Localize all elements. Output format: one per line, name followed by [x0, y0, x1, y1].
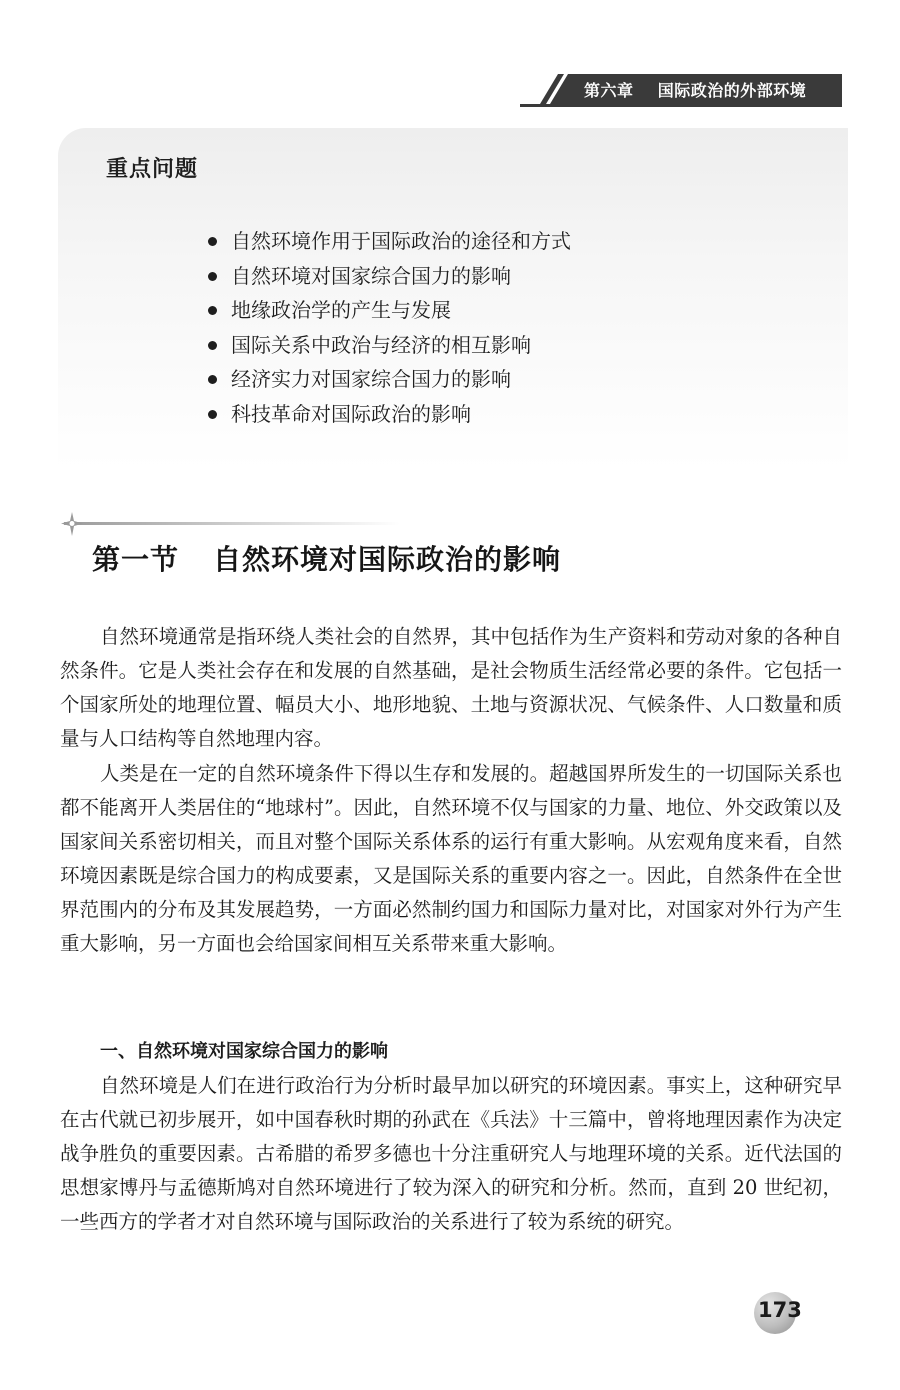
section-number: 第一节: [92, 543, 180, 576]
header-rule: [520, 104, 842, 107]
key-question-item: 国际关系中政治与经济的相互影响: [206, 328, 571, 363]
key-question-item: 科技革命对国际政治的影响: [206, 397, 571, 432]
key-questions-title: 重点问题: [106, 157, 199, 182]
body-paragraph: 人类是在一定的自然环境条件下得以生存和发展的。超越国界所发生的一切国际关系也都不能离开人类居住的“地球村”。因此，自然环境不仅与国家的力量、地位、外交政策以及国家间关系密切相关，而且对整个国际关系体系的运行有重大影响。从宏观角度来看，自然环境因素既是综合国力的构成要素，又是国际关系的重要内容之一。因此，自然条件在全世界范围内的分布及其发展趋势，一方面必然制约国力和国际力量对比，对国家对外行为产生重大影响，另一方面也会给国家间相互关系带来重大影响。: [60, 762, 842, 955]
key-question-item: 经济实力对国家综合国力的影响: [206, 362, 571, 397]
key-questions-list: [206, 224, 571, 431]
section-heading: [92, 538, 561, 578]
chapter-label: 第六章: [584, 81, 634, 100]
bullet-icon: [208, 237, 217, 246]
bullet-icon: [208, 341, 217, 350]
chapter-header: [584, 78, 806, 101]
subsection-heading: 一、自然环境对国家综合国力的影响: [100, 1041, 388, 1062]
bullet-icon: [208, 272, 217, 281]
section-divider: [60, 510, 400, 538]
bullet-icon: [208, 306, 217, 315]
page-number: 173: [758, 1298, 802, 1322]
key-question-item: 自然环境对国家综合国力的影响: [206, 259, 571, 294]
chapter-title: 国际政治的外部环境: [657, 81, 807, 100]
body-paragraph: 自然环境是人们在进行政治行为分析时最早加以研究的环境因素。事实上，这种研究早在古代就已初步展开，如中国春秋时期的孙武在《兵法》十三篇中，曾将地理因素作为决定战争胜负的重要因素。古希腊的希罗多德也十分注重研究人与地理环境的关系。近代法国的思想家博丹与孟德斯鸠对自然环境进行了较为深入的研究和分析。然而，直到 20 世纪初，一些西方的学者才对自然环境与国际政治的关系进行了较为系统的研究。: [60, 1074, 842, 1233]
bullet-icon: [208, 375, 217, 384]
running-header: [536, 74, 842, 104]
bullet-icon: [208, 410, 217, 419]
key-question-item: 自然环境作用于国际政治的途径和方式: [206, 224, 571, 259]
section-title: 自然环境对国际政治的影响: [213, 543, 562, 576]
key-question-item: 地缘政治学的产生与发展: [206, 293, 571, 328]
body-paragraph: 自然环境通常是指环绕人类社会的自然界，其中包括作为生产资料和劳动对象的各种自然条件。它是人类社会存在和发展的自然基础，是社会物质生活经常必要的条件。它包括一个国家所处的地理位置、幅员大小、地形地貌、土地与资源状况、气候条件、人口数量和质量与人口结构等自然地理内容。: [60, 625, 842, 750]
